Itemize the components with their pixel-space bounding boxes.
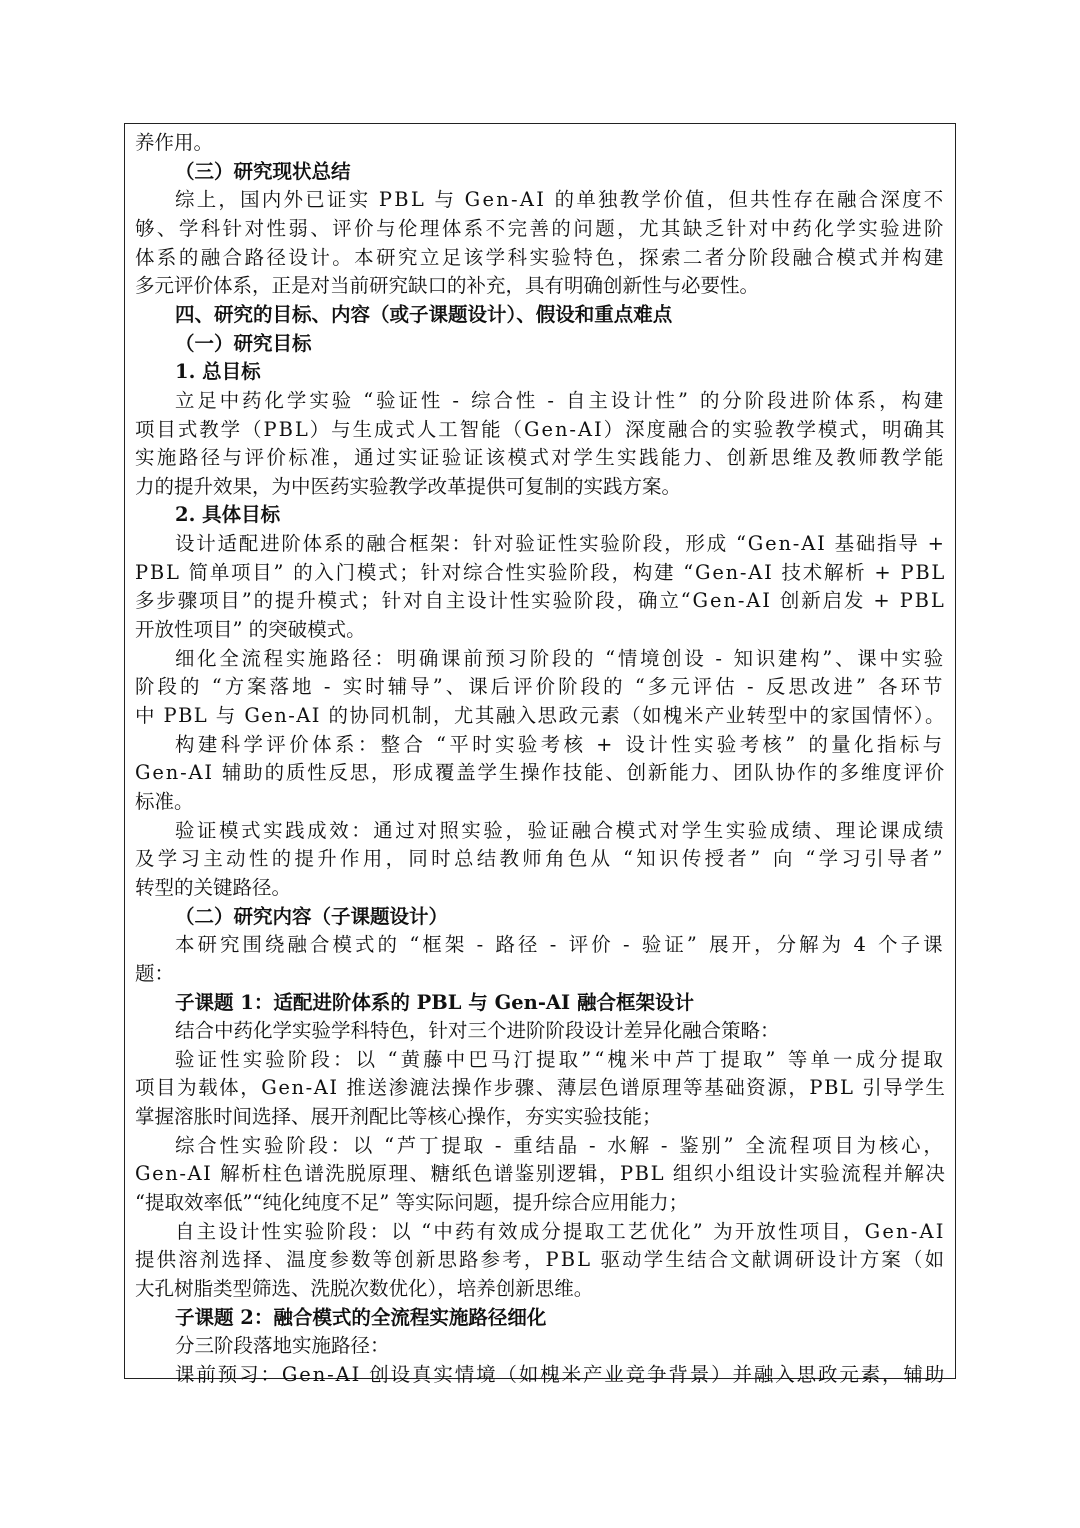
section-heading-line: （三）研究现状总结 xyxy=(175,159,351,183)
paragraph-line: 提供溶剂选择、温度参数等创新思路参考，PBL 驱动学生结合文献调研设计方案（如 xyxy=(135,1248,947,1272)
paragraph-line: 养作用。 xyxy=(135,131,214,154)
paragraph-line: 课前预习：Gen-AI 创设真实情境（如槐米产业竞争背景）并融入思政元素，辅助 xyxy=(175,1362,947,1386)
paragraph-line: 项目式教学（PBL）与生成式人工智能（Gen-AI）深度融合的实验教学模式，明确其 xyxy=(135,417,947,441)
section-heading-line: （一）研究目标 xyxy=(175,331,312,355)
paragraph-line: 题： xyxy=(135,961,175,985)
paragraph-line: 及学习主动性的提升作用，同时总结教师角色从 “知识传授者” 向 “学习引导者” xyxy=(135,847,946,871)
paragraph-line: Gen-AI 辅助的质性反思，形成覆盖学生操作技能、创新能力、团队协作的多维度评价 xyxy=(135,761,947,785)
paragraph-line: “提取效率低”“纯化纯度不足” 等实际问题，提升综合应用能力； xyxy=(135,1191,689,1215)
section-heading-line: 1. 总目标 xyxy=(175,360,261,384)
paragraph-line: 立足中药化学实验 “验证性 - 综合性 - 自主设计性” 的分阶段进阶体系，构建 xyxy=(175,388,947,412)
paragraph-line: 细化全流程实施路径：明确课前预习阶段的 “情境创设 - 知识建构”、课中实验 xyxy=(175,646,946,670)
paragraph-line: 实施路径与评价标准，通过实证验证该模式对学生实践能力、创新思维及教师教学能 xyxy=(135,446,946,470)
paragraph-line: 大孔树脂类型筛选、洗脱次数优化），培养创新思维。 xyxy=(135,1277,594,1300)
section-heading-line: 2. 具体目标 xyxy=(175,503,281,527)
paragraph-line: Gen-AI 解析柱色谱洗脱原理、糖纸色谱鉴别逻辑，PBL 组织小组设计实验流程并解决 xyxy=(135,1162,947,1186)
paragraph-line: 验证模式实践成效：通过对照实验，验证融合模式对学生实验成绩、理论课成绩 xyxy=(175,818,947,842)
paragraph-line: 阶段的 “方案落地 - 实时辅导”、课后评价阶段的 “多元评估 - 反思改进” 各环节 xyxy=(135,675,946,699)
section-heading-line: （二）研究内容（子课题设计） xyxy=(175,904,449,928)
paragraph-line: 多元评价体系，正是对当前研究缺口的补充，具有明确创新性与必要性。 xyxy=(135,274,760,298)
paragraph-line: 多步骤项目”的提升模式；针对自主设计性实验阶段，确立“Gen-AI 创新启发 + PBL xyxy=(135,589,946,613)
paragraph-line: 开放性项目” 的突破模式。 xyxy=(135,618,366,642)
paragraph-line: 结合中药化学实验学科特色，针对三个进阶阶段设计差异化融合策略： xyxy=(175,1019,780,1043)
paragraph-line: 掌握溶胀时间选择、展开剂配比等核心操作，夯实实验技能； xyxy=(135,1105,662,1129)
paragraph-line: 验证性实验阶段：以 “黄藤中巴马汀提取”“槐米中芦丁提取” 等单一成分提取 xyxy=(175,1047,946,1071)
paragraph-line: 分三阶段落地实施路径： xyxy=(175,1334,390,1358)
paragraph-line: 转型的关键路径。 xyxy=(135,875,292,899)
paragraph-line: 够、学科针对性弱、评价与伦理体系不完善的问题，尤其缺乏针对中药化学实验进阶 xyxy=(135,216,946,240)
paragraph-line: 力的提升效果，为中医药实验教学改革提供可复制的实践方案。 xyxy=(135,474,682,498)
paragraph-line: 标准。 xyxy=(135,789,194,813)
section-heading-line: 子课题 1：适配进阶体系的 PBL 与 Gen-AI 融合框架设计 xyxy=(175,990,694,1014)
paragraph-line: 自主设计性实验阶段：以 “中药有效成分提取工艺优化” 为开放性项目，Gen-AI xyxy=(175,1219,946,1243)
paragraph-line: 中 PBL 与 Gen-AI 的协同机制，尤其融入思政元素（如槐米产业转型中的家国情怀）。 xyxy=(135,704,946,727)
paragraph-line: 设计适配进阶体系的融合框架：针对验证性实验阶段，形成 “Gen-AI 基础指导 + xyxy=(175,532,946,556)
section-heading-line: 四、研究的目标、内容（或子课题设计）、假设和重点难点 xyxy=(175,302,673,326)
paragraph-line: 项目为载体，Gen-AI 推送渗漉法操作步骤、薄层色谱原理等基础资源，PBL 引导学生 xyxy=(135,1076,947,1100)
section-heading-line: 子课题 2：融合模式的全流程实施路径细化 xyxy=(175,1305,547,1329)
paragraph-line: 本研究围绕融合模式的 “框架 - 路径 - 评价 - 验证” 展开，分解为 4 个子课 xyxy=(175,933,946,957)
paragraph-line: 综上，国内外已证实 PBL 与 Gen-AI 的单独教学价值，但共性存在融合深度不 xyxy=(175,188,946,212)
paragraph-line: 体系的融合路径设计。本研究立足该学科实验特色，探索二者分阶段融合模式并构建 xyxy=(135,245,946,269)
paragraph-line: PBL 简单项目” 的入门模式；针对综合性实验阶段，构建 “Gen-AI 技术解析 + PBL xyxy=(135,560,947,584)
paragraph-line: 综合性实验阶段：以 “芦丁提取 - 重结晶 - 水解 - 鉴别” 全流程项目为核心， xyxy=(175,1133,946,1157)
paragraph-line: 构建科学评价体系：整合 “平时实验考核 + 设计性实验考核” 的量化指标与 xyxy=(175,732,946,756)
